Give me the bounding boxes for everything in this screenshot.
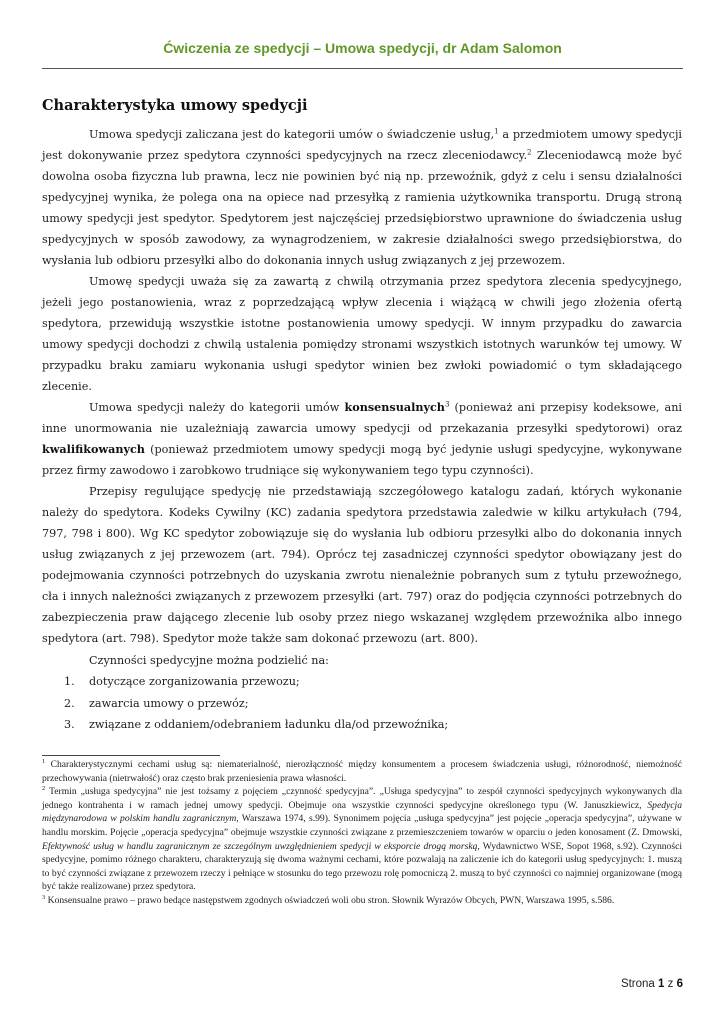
paragraph-3-text-c: (ponieważ przedmiotem umowy spedycji mogą być jedynie usługi spedycyjne, wykonywane przez firmy zawodowo i zarobkowo trudniące się wykonywaniem tego typu czynności).	[42, 443, 682, 477]
footnote-2-book-title-2: Efektywność usług w handlu zagranicznym ze szczególnym uwzględnieniem spedycji w eksporcie drogą morską,	[42, 840, 480, 852]
total-pages: 6	[676, 978, 683, 990]
list-item-text: zawarcia umowy o przewóz;	[89, 696, 249, 710]
running-header: Ćwiczenia ze spedycji – Umowa spedycji, dr Adam Salomon	[163, 40, 562, 56]
list-item-text: dotyczące zorganizowania przewozu;	[89, 675, 300, 688]
footnote-2	[42, 785, 682, 894]
list-item-number: 1.	[64, 675, 75, 688]
section-title: Charakterystyka umowy spedycji	[42, 97, 308, 114]
footnote-2-book-title-1: Spedycja międzynarodowa w polskim handlu zagranicznym,	[42, 799, 682, 825]
paragraph-1	[42, 124, 682, 271]
footnote-1-number: 1	[42, 757, 46, 765]
paragraph-3-text-b: (ponieważ ani przepisy kodeksowe, ani inne unormowania nie uzależniają zawarcia umowy spedycji od przekazania przesyłki spedytorowi) oraz	[42, 401, 682, 435]
footnote-ref-1[interactable]: 1	[494, 127, 499, 136]
paragraph-5: Czynności spedycyjne można podzielić na:	[89, 654, 329, 667]
term-konsensualnych: konsensualnych	[344, 400, 445, 414]
list-item-text: związane z oddaniem/odebraniem ładunku dla/od przewoźnika;	[89, 718, 449, 731]
paragraph-4: Przepisy regulujące spedycję nie przedstawiają szczegółowego katalogu zadań, których wykonanie należy do spedytora. Kodeks Cywilny (KC) zadania spedytora przedstawia zaledwie w kilku artykułach (794, 797, 798 i 800). Wg KC spedytor zobowiązuje się do wysłania lub odbioru przesyłki albo do dokonania innych usług związanych z jej przewozem (art. 794). Oprócz tej zasadniczej czynności spedytor obowiązany jest do podejmowania czynności potrzebnych do uzyskania zwrotu nienależnie pobranych sum z tytułu przewoźnego, cła i innych należności związanych z przewozem przesyłki (art. 797) oraz do podjęcia czynności potrzebnych do zabezpieczenia praw dającego zlecenie lub osoby przez niego wskazanej względem przewoźnika albo innego spedytora (art. 798). Spedytor może także sam dokonać przewozu (art. 800).	[42, 485, 682, 645]
paragraph-1-text-b: a przedmiotem umowy spedycji jest dokonywanie przez spedytora czynności spedycyjnych na rzecz zleceniodawcy.	[42, 128, 682, 162]
activities-list	[42, 671, 682, 736]
page-separator: z	[667, 978, 674, 990]
header-divider	[42, 68, 683, 69]
list-item-number: 3.	[64, 718, 75, 731]
paragraph-2: Umowę spedycji uważa się za zawartą z chwilą otrzymania przez spedytora zlecenia spedycyjnego, jeżeli jego postanowienia, wraz z poprzedzającą wpływ zlecenia i wiążącą w chwili jego złożenia ofertą spedytora, przewidują wszystkie istotne postanowienia umowy spedycji. W innym przypadku do zawarcia umowy spedycji dochodzi z chwilą ustalenia pomiędzy stronami wszystkich istotnych warunków tej umowy. W przypadku braku zamiaru wykonania usługi spedytor winien bez zwłoki powiadomić o tym składającego zlecenie.	[42, 275, 682, 393]
footnote-3	[42, 894, 682, 908]
footnote-2-text-c: Wydawnictwo WSE, Sopot 1968, s.92). Czynności spedycyjne, pomimo różnego charakteru, charakteryzują się dwoma ważnymi cechami, które pozwalają na zaliczenie ich do kategorii usług spedycyjnych: 1. muszą to być czynności związane z przewozem rzeczy i pełniące w stosunku do tego przewozu rolę pomocniczą 2. muszą to być czynności co najmniej organizowane (mogą być także realizowane) przez spedytora.	[42, 840, 682, 893]
list-item	[42, 714, 682, 736]
paragraph-3-text-a: Umowa spedycji należy do kategorii umów	[89, 401, 345, 414]
main-content	[42, 95, 682, 736]
list-item	[42, 693, 682, 715]
footnote-1	[42, 758, 682, 785]
term-kwalifikowanych: kwalifikowanych	[42, 442, 145, 456]
page-label: Strona	[620, 978, 655, 990]
footnote-separator	[42, 755, 220, 756]
paragraph-1-text-c: Zleceniodawcą może być dowolna osoba fizyczna lub prawna, lecz nie powinien być nią np. przewoźnik, gdyż z celu i sensu działalności spedycyjnej wynika, że polega ona na opiece nad przesyłką z ramienia użytkownika transportu. Drugą stroną umowy spedycji jest spedytor. Spedytorem jest najczęściej przedsiębiorstwo uprawnione do świadczenia usług spedycyjnych w sposób zawodowy, za wynagrodzeniem, w zakresie działalności swego przedsiębiorstwa, do wysłania lub odbioru przesyłki albo do dokonania innych usług związanych z jej przewozem.	[42, 149, 682, 267]
page-number	[621, 978, 683, 990]
list-item-number: 2.	[64, 696, 75, 710]
footnote-1-text: Charakterystycznymi cechami usług są: niematerialność, nierozłączność między konsumentem a procesem świadczenia usługi, różnorodność, niemożność przechowywania (nietrwałość) oraz często brak przeniesienia prawa własności.	[42, 759, 682, 784]
footnote-ref-2[interactable]: 2	[527, 148, 532, 157]
footnote-2-number: 2	[42, 785, 46, 792]
footnotes	[42, 758, 682, 908]
paragraph-3	[42, 397, 682, 481]
footnote-3-number: 3	[42, 893, 46, 901]
list-item	[42, 671, 682, 693]
footnote-2-text-a: Termin „usługa spedycyjna” nie jest tożsamy z pojęciem „czynność spedycyjna”. „Usługa spedycyjna” to zespół czynności spedycyjnych wykonywanych dla jednego kontrahenta i w ramach jednej umowy spedycji. Obejmuje ona wszystkie czynności spedycyjne określonego typu (W. Januszkiewicz,	[42, 786, 682, 811]
current-page: 1	[658, 978, 665, 990]
paragraph-1-text-a: Umowa spedycji zaliczana jest do kategorii umów o świadczenie usług,	[89, 128, 495, 141]
footnote-2-text-b: Warszawa 1974, s.99). Synonimem pojęcia „usługa spedycyjna” jest pojęcie „operacja spedycyjna”, używane w handlu morskim. Pojęcie „operacja spedycyjna” obejmuje wszystkie czynności związane z przemieszczeniem towarów w oparciu o jeden konosament (Z. Dmowski,	[42, 813, 682, 838]
footnote-3-text: Konsensualne prawo – prawo bedące następstwem zgodnych oświadczeń woli obu stron. Słownik Wyrazów Obcych, PWN, Warszawa 1995, s.586.	[45, 894, 615, 906]
footnote-ref-3[interactable]: 3	[444, 400, 450, 409]
